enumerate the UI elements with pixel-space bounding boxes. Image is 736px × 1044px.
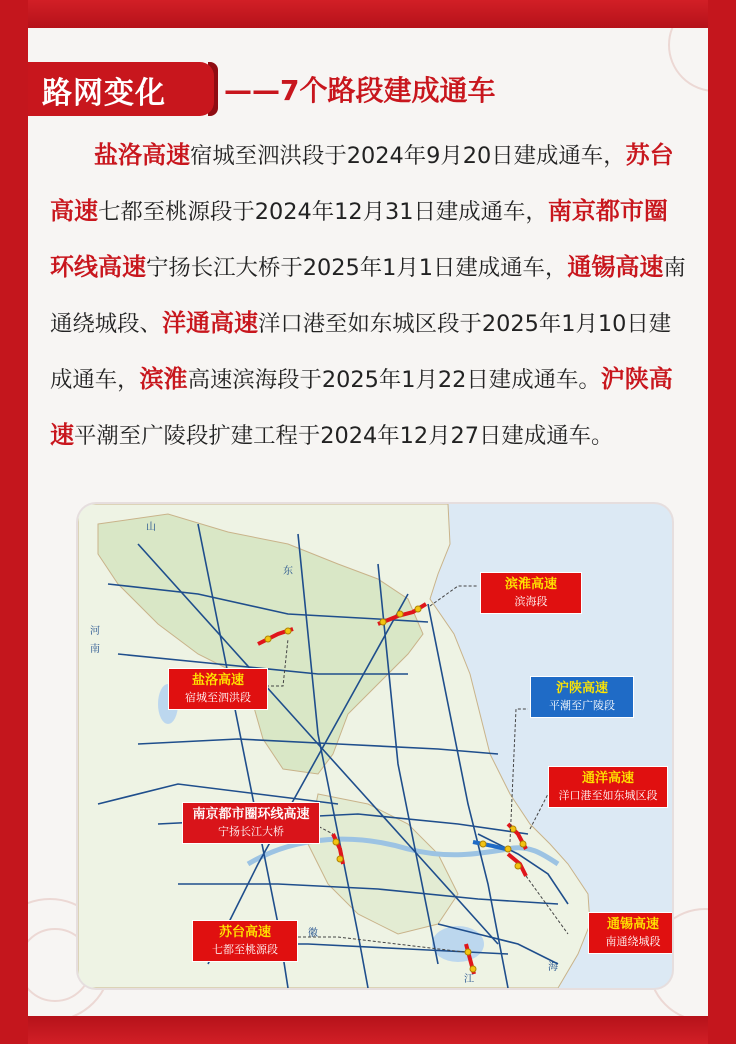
paragraph-text: 南通绕城段、 <box>50 255 686 337</box>
road-name-highlight: 苏台高速 <box>50 141 674 225</box>
section-header <box>28 62 708 116</box>
map-label-yanluo: 盐洛高速 宿城至泗洪段 <box>168 668 268 710</box>
map-label-yangtong: 通洋高速 洋口港至如东城区段 <box>548 766 668 808</box>
province-label: 徽 <box>308 928 318 939</box>
frame-left <box>0 0 28 1044</box>
province-label: 东 <box>283 566 293 577</box>
map-label-tongxi: 通锡高速 南通绕城段 <box>588 912 672 954</box>
road-name-highlight: 通锡高速 <box>567 253 664 281</box>
road-name-highlight: 盐洛高速 <box>94 141 190 169</box>
map-label-nanjing: 南京都市圈环线高速 宁扬长江大桥 <box>182 802 320 844</box>
road-map <box>78 504 672 988</box>
map-label-binhuai: 滨淮高速 滨海段 <box>480 572 582 614</box>
province-label: 山 <box>146 522 156 533</box>
frame-bottom <box>0 1016 736 1044</box>
road-name-highlight: 沪陕高速 <box>50 365 673 449</box>
province-label: 南 <box>90 644 100 655</box>
paragraph-text: 宁扬长江大桥于2025年1月1日建成通车， <box>146 255 568 281</box>
header-title: ——7个路段建成通车 <box>224 74 496 107</box>
province-label: 江 <box>464 974 474 985</box>
province-label: 河 <box>90 626 100 637</box>
paragraph-text: 高速滨海段于2025年1月22日建成通车。 <box>187 367 601 393</box>
road-name-highlight: 洋通高速 <box>161 309 258 337</box>
map-label-hushan: 沪陕高速 平潮至广陵段 <box>530 676 634 718</box>
frame-top <box>0 0 736 28</box>
lake <box>432 926 484 962</box>
paragraph-text: 平潮至广陵段扩建工程于2024年12月27日建成通车。 <box>74 423 614 449</box>
header-tab <box>28 62 214 116</box>
paragraph-text: 宿城至泗洪段于2024年9月20日建成通车， <box>190 143 626 169</box>
map-label-sutai: 苏台高速 七都至桃源段 <box>192 920 298 962</box>
road-name-highlight: 南京都市圈环线高速 <box>50 197 668 281</box>
road-name-highlight: 滨淮 <box>139 365 188 393</box>
header-tab-label: 路网变化 <box>42 76 166 111</box>
frame-right <box>708 0 736 1044</box>
province-label: 海 <box>548 962 558 973</box>
body-paragraph <box>50 128 690 464</box>
paragraph-text: 七都至桃源段于2024年12月31日建成通车， <box>98 199 548 225</box>
paragraph-text: 洋口港至如东城区段于2025年1月10日建成通车， <box>50 311 672 393</box>
map-graphic <box>78 504 672 988</box>
paper <box>28 28 708 1016</box>
